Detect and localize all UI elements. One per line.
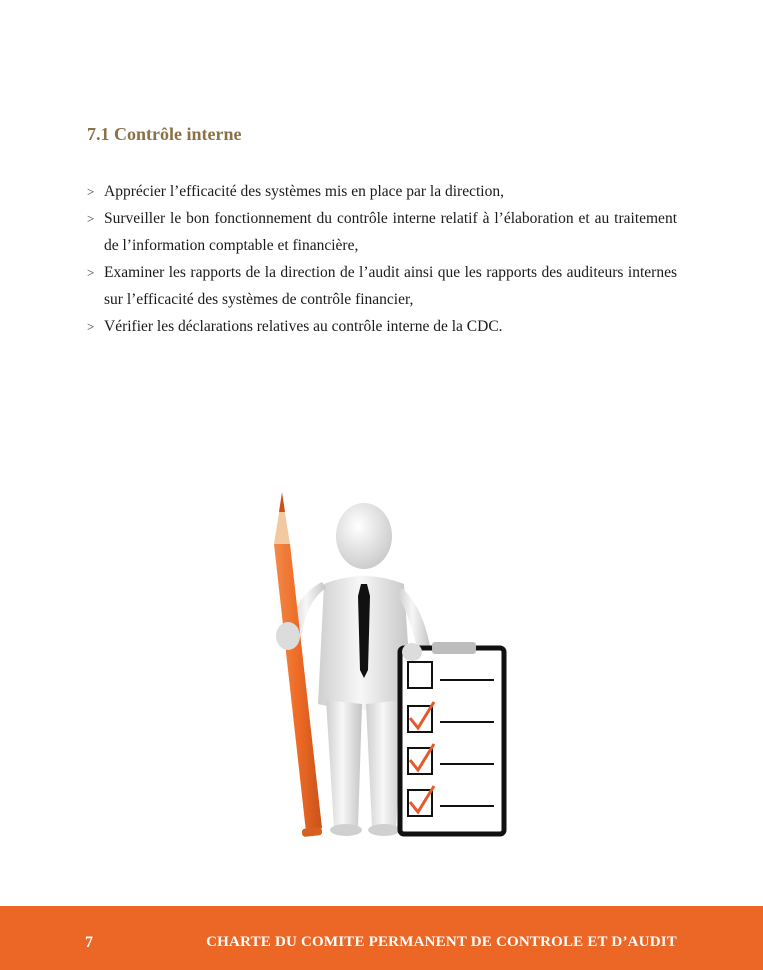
bullet-text: Apprécier l’efficacité des systèmes mis en place par la direction,: [104, 183, 504, 200]
footer-title: CHARTE DU COMITE PERMANENT DE CONTROLE ET D’AUDIT: [206, 934, 677, 950]
bullet-marker: >: [87, 319, 95, 334]
pencil-icon: [274, 492, 322, 837]
page-number: 7: [85, 934, 93, 951]
footer-bar: [0, 906, 763, 970]
figure-foot: [330, 824, 362, 836]
bullet-text: Examiner les rapports de la direction de l’audit ainsi que les rapports des auditeurs internes sur l’efficacité des systèmes de contrôle financier,: [104, 264, 677, 308]
checklist-illustration: [262, 484, 522, 840]
figure-leg-left: [326, 700, 362, 828]
list-item: [87, 313, 677, 340]
list-item: [87, 205, 677, 259]
bullet-marker: >: [87, 184, 95, 199]
figure-hand: [276, 622, 300, 650]
bullet-marker: >: [87, 265, 95, 280]
bullet-marker: >: [87, 211, 95, 226]
figure-foot: [368, 824, 400, 836]
bullet-text: Surveiller le bon fonctionnement du contrôle interne relatif à l’élaboration et au traitement de l’information comptable et financière,: [104, 210, 677, 254]
figure-head: [336, 503, 392, 569]
bullet-list: [87, 178, 677, 340]
list-item: [87, 259, 677, 313]
figure-hand: [402, 643, 422, 661]
list-item: [87, 178, 677, 205]
bullet-text: Vérifier les déclarations relatives au contrôle interne de la CDC.: [104, 318, 503, 335]
section-title: 7.1 Contrôle interne: [87, 124, 242, 144]
